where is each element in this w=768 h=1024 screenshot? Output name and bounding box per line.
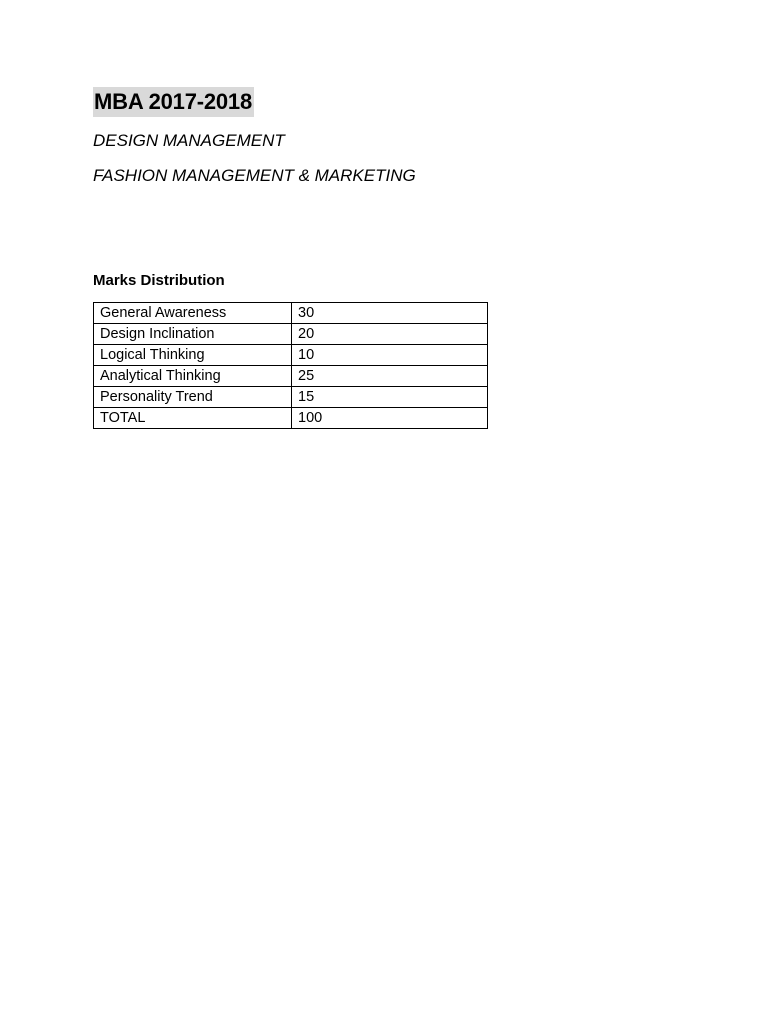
subject-cell: General Awareness <box>94 303 292 324</box>
subject-cell: Design Inclination <box>94 324 292 345</box>
table-row <box>94 345 488 366</box>
subject-cell: Logical Thinking <box>94 345 292 366</box>
marks-distribution-heading: Marks Distribution <box>93 272 225 289</box>
program-name-fashion-management: FASHION MANAGEMENT & MARKETING <box>93 166 416 185</box>
marks-cell: 30 <box>292 303 488 324</box>
table-row <box>94 303 488 324</box>
table-row-total <box>94 408 488 429</box>
marks-cell: 20 <box>292 324 488 345</box>
table-row <box>94 366 488 387</box>
marks-cell: 15 <box>292 387 488 408</box>
subject-cell: Personality Trend <box>94 387 292 408</box>
marks-cell: 10 <box>292 345 488 366</box>
total-label-cell: TOTAL <box>94 408 292 429</box>
marks-distribution-table <box>93 302 488 429</box>
program-name-design-management: DESIGN MANAGEMENT <box>93 131 285 150</box>
total-marks-cell: 100 <box>292 408 488 429</box>
document-title: MBA 2017-2018 <box>93 87 254 117</box>
subject-cell: Analytical Thinking <box>94 366 292 387</box>
marks-cell: 25 <box>292 366 488 387</box>
table-row <box>94 387 488 408</box>
table-row <box>94 324 488 345</box>
